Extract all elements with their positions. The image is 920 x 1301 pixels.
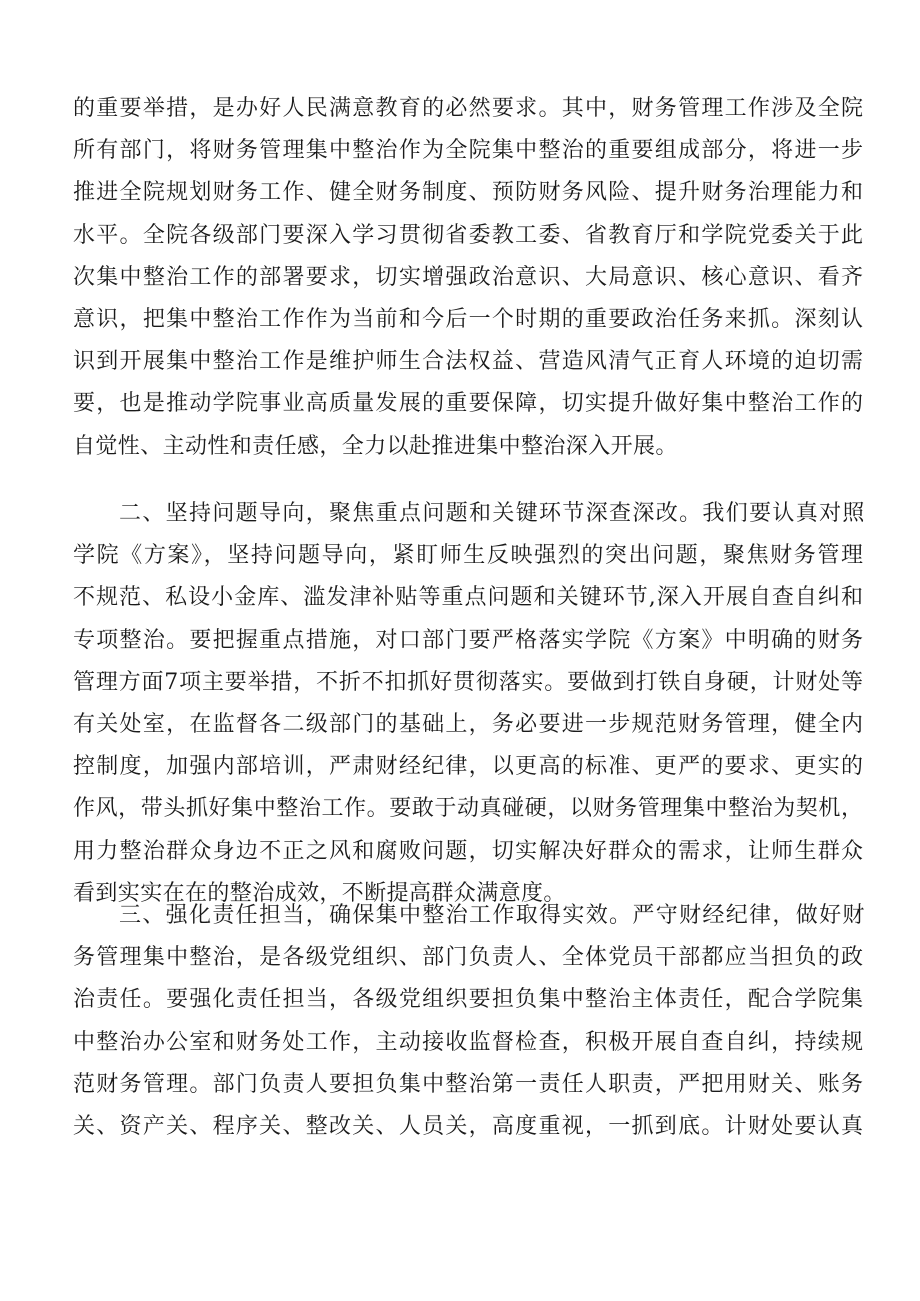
text-line: 次集中整治工作的部署要求，切实增强政治意识、大局意识、核心意识、看齐 (73, 264, 863, 290)
text-line: 专项整治。要把握重点措施，对口部门要严格落实学院《方案》中明确的财务 (73, 627, 863, 653)
text-line: 水平。全院各级部门要深入学习贯彻省委教工委、省教育厅和学院党委关于此 (73, 222, 863, 248)
paragraph-2 (73, 493, 863, 915)
text-line: 识到开展集中整治工作是维护师生合法权益、营造风清气正育人环境的迫切需 (73, 349, 863, 375)
text-line: 要，也是推动学院事业高质量发展的重要保障，切实提升做好集中整治工作的 (73, 391, 863, 417)
text-line: 看到实实在在的整治成效，不断提高群众满意度。 (73, 880, 566, 906)
text-line: 的重要举措，是办好人民满意教育的必然要求。其中，财务管理工作涉及全院 (73, 96, 863, 121)
text-line: 管理方面7项主要举措，不折不扣抓好贯彻落实。要做到打铁自身硬，计财处等 (73, 669, 863, 695)
text-line: 作风，带头抓好集中整治工作。要敢于动真碰硬，以财务管理集中整治为契机， (73, 796, 863, 822)
paragraph-3 (73, 895, 863, 1148)
text-line: 范财务管理。部门负责人要担负集中整治第一责任人职责，严把用财关、账务 (73, 1071, 863, 1097)
text-line: 务管理集中整治，是各级党组织、部门负责人、全体党员干部都应当担负的政 (73, 945, 863, 971)
text-line: 不规范、私设小金库、滥发津补贴等重点问题和关键环节,深入开展自查自纠和 (73, 585, 863, 611)
paragraph-1 (73, 88, 863, 468)
text-line: 学院《方案》，坚持问题导向，紧盯师生反映强烈的突出问题，聚焦财务管理 (73, 543, 863, 569)
text-line: 意识，把集中整治工作作为当前和今后一个时期的重要政治任务来抓。深刻认 (73, 307, 863, 333)
text-line: 所有部门，将财务管理集中整治作为全院集中整治的重要组成部分，将进一步 (73, 138, 863, 164)
text-line: 治责任。要强化责任担当，各级党组织要担负集中整治主体责任，配合学院集 (73, 987, 863, 1013)
text-line: 有关处室，在监督各二级部门的基础上，务必要进一步规范财务管理，健全内 (73, 712, 863, 738)
text-line: 推进全院规划财务工作、健全财务制度、预防财务风险、提升财务治理能力和 (73, 180, 863, 206)
text-line: 用力整治群众身边不正之风和腐败问题，切实解决好群众的需求，让师生群众 (73, 838, 863, 864)
section-heading-line: 二、坚持问题导向，聚焦重点问题和关键环节深查深改。我们要认真对照 (119, 501, 863, 526)
section-heading-line: 三、强化责任担当，确保集中整治工作取得实效。严守财经纪律，做好财 (119, 903, 863, 928)
text-line: 自觉性、主动性和责任感，全力以赴推进集中整治深入开展。 (73, 433, 678, 459)
text-line: 关、资产关、程序关、整改关、人员关，高度重视，一抓到底。计财处要认真 (73, 1114, 863, 1140)
text-line: 中整治办公室和财务处工作，主动接收监督检查，积极开展自查自纠，持续规 (73, 1029, 863, 1055)
text-line: 控制度，加强内部培训，严肃财经纪律，以更高的标准、更严的要求、更实的 (73, 754, 863, 780)
